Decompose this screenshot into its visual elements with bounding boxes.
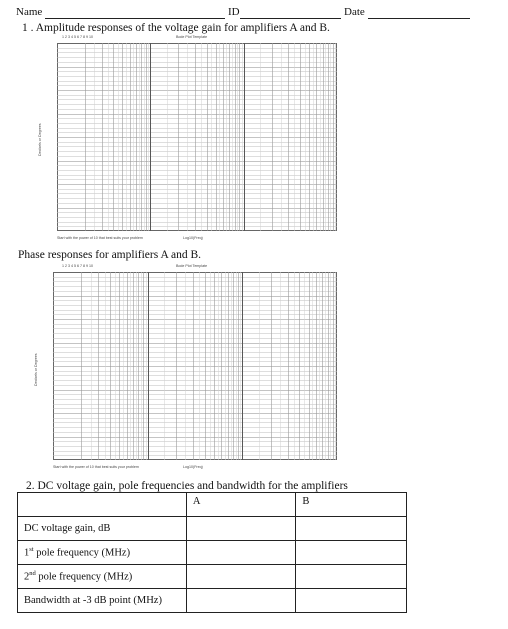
column-header-a: A bbox=[186, 493, 296, 517]
table-header-empty bbox=[18, 493, 187, 517]
table-row bbox=[18, 565, 407, 589]
id-label: ID bbox=[228, 6, 240, 18]
amplitude-plot-decade-labels: 1 2 3 4 5 6 7 8 9 10 bbox=[62, 35, 93, 39]
phase-plot-x-axis-label: Log10(Freq) bbox=[183, 465, 203, 469]
row-label-bandwidth: Bandwidth at -3 dB point (MHz) bbox=[18, 589, 187, 613]
cell-dc-gain-b[interactable] bbox=[296, 517, 407, 541]
cell-second-pole-a[interactable] bbox=[186, 565, 296, 589]
amplitude-plot-grid[interactable] bbox=[57, 43, 337, 231]
cell-dc-gain-a[interactable] bbox=[186, 517, 296, 541]
amplitude-plot-template-title: Bode Plot Template bbox=[176, 35, 208, 39]
phase-section-title: Phase responses for amplifiers A and B. bbox=[18, 249, 202, 261]
table-row bbox=[18, 541, 407, 565]
cell-first-pole-a[interactable] bbox=[186, 541, 296, 565]
id-field-line[interactable] bbox=[240, 18, 341, 19]
cell-bandwidth-b[interactable] bbox=[296, 589, 407, 613]
phase-plot-y-axis-label: Decibels or Degrees bbox=[34, 353, 38, 386]
column-header-b: B bbox=[296, 493, 407, 517]
summary-table bbox=[17, 492, 407, 613]
name-label: Name bbox=[16, 6, 43, 18]
summary-section-title: 2. DC voltage gain, pole frequencies and bandwidth for the amplifiers bbox=[26, 480, 348, 492]
date-field-line[interactable] bbox=[368, 18, 470, 19]
date-label: Date bbox=[344, 6, 365, 18]
table-row bbox=[18, 589, 407, 613]
amplitude-section-title: 1 . Amplitude responses of the voltage gain for amplifiers A and B. bbox=[22, 22, 330, 34]
phase-plot-grid[interactable] bbox=[53, 272, 337, 460]
row-label-dc-gain: DC voltage gain, dB bbox=[18, 517, 187, 541]
amplitude-plot-y-axis-label: Decibels or Degrees bbox=[38, 123, 42, 156]
cell-first-pole-b[interactable] bbox=[296, 541, 407, 565]
amplitude-plot-x-axis-label: Log10(Freq) bbox=[183, 236, 203, 240]
cell-second-pole-b[interactable] bbox=[296, 565, 407, 589]
phase-plot-decade-labels: 1 2 3 4 5 6 7 8 9 10 bbox=[62, 264, 93, 268]
row-label-second-pole: 2nd pole frequency (MHz) bbox=[18, 565, 187, 589]
phase-plot-template-title: Bode Plot Template bbox=[176, 264, 208, 268]
name-field-line[interactable] bbox=[45, 18, 225, 19]
phase-plot-x-hint: Start with the power of 10 that best suits your problem bbox=[53, 465, 139, 469]
cell-bandwidth-a[interactable] bbox=[186, 589, 296, 613]
table-row bbox=[18, 517, 407, 541]
table-header-row bbox=[18, 493, 407, 517]
amplitude-plot-x-hint: Start with the power of 10 that best suits your problem bbox=[57, 236, 143, 240]
row-label-first-pole: 1st pole frequency (MHz) bbox=[18, 541, 187, 565]
